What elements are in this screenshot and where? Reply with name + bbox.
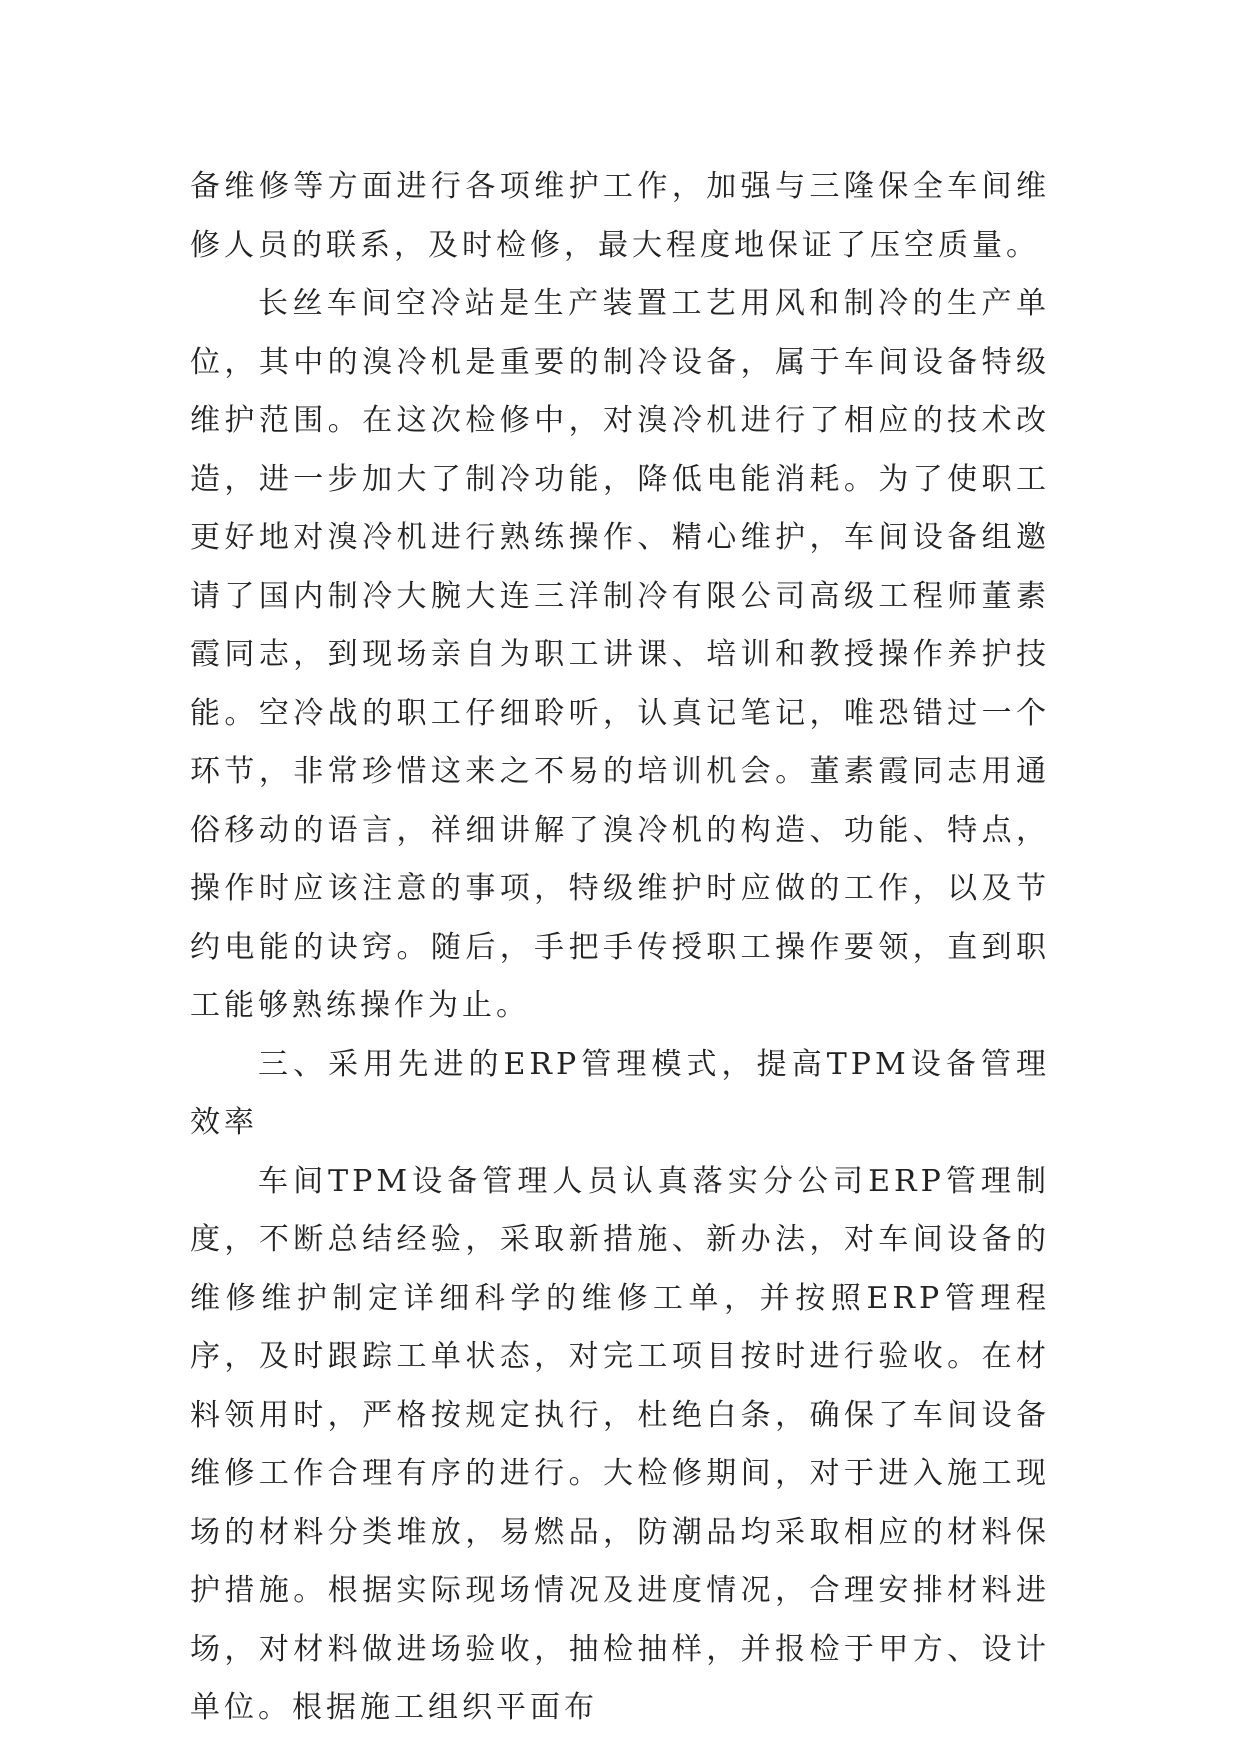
paragraph-3: 车间TPM设备管理人员认真落实分公司ERP管理制度，不断总结经验，采取新措施、新办法，对车间设备的维修维护制定详细科学的维修工单，并按照ERP管理程序，及时跟踪工单状态，对完工项目按时进行验收。在材料领用时，严格按规定执行，杜绝白条，确保了车间设备维修工作合理有序的进行。大检修期间，对于进入施工现场的材料分类堆放，易燃品，防潮品均采取相应的材料保护措施。根据实际现场情况及进度情况，合理安排材料进场，对材料做进场验收，抽检抽样，并报检于甲方、设计单位。根据施工组织平面布 <box>190 1163 1050 1725</box>
paragraph-2: 长丝车间空冷站是生产装置工艺用风和制冷的生产单位，其中的溴冷机是重要的制冷设备，属于车间设备特级维护范围。在这次检修中，对溴冷机进行了相应的技术改造，进一步加大了制冷功能，降低电能消耗。为了使职工更好地对溴冷机进行熟练操作、精心维护，车间设备组邀请了国内制冷大腕大连三洋制冷有限公司高级工程师董素霞同志，到现场亲自为职工讲课、培训和教授操作养护技能。空冷战的职工仔细聆听，认真记笔记，唯恐错过一个环节，非常珍惜这来之不易的培训机会。董素霞同志用通俗移动的语言，祥细讲解了溴冷机的构造、功能、特点，操作时应该注意的事项，特级维护时应做的工作，以及节约电能的诀窍。随后，手把手传授职工操作要领，直到职工能够熟练操作为止。 <box>190 286 1050 1023</box>
section-heading: 三、采用先进的ERP管理模式，提高TPM设备管理效率 <box>190 1046 1050 1140</box>
document-body <box>190 158 1050 1738</box>
paragraph-1: 备维修等方面进行各项维护工作，加强与三隆保全车间维修人员的联系，及时检修，最大程度地保证了压空质量。 <box>190 169 1050 263</box>
